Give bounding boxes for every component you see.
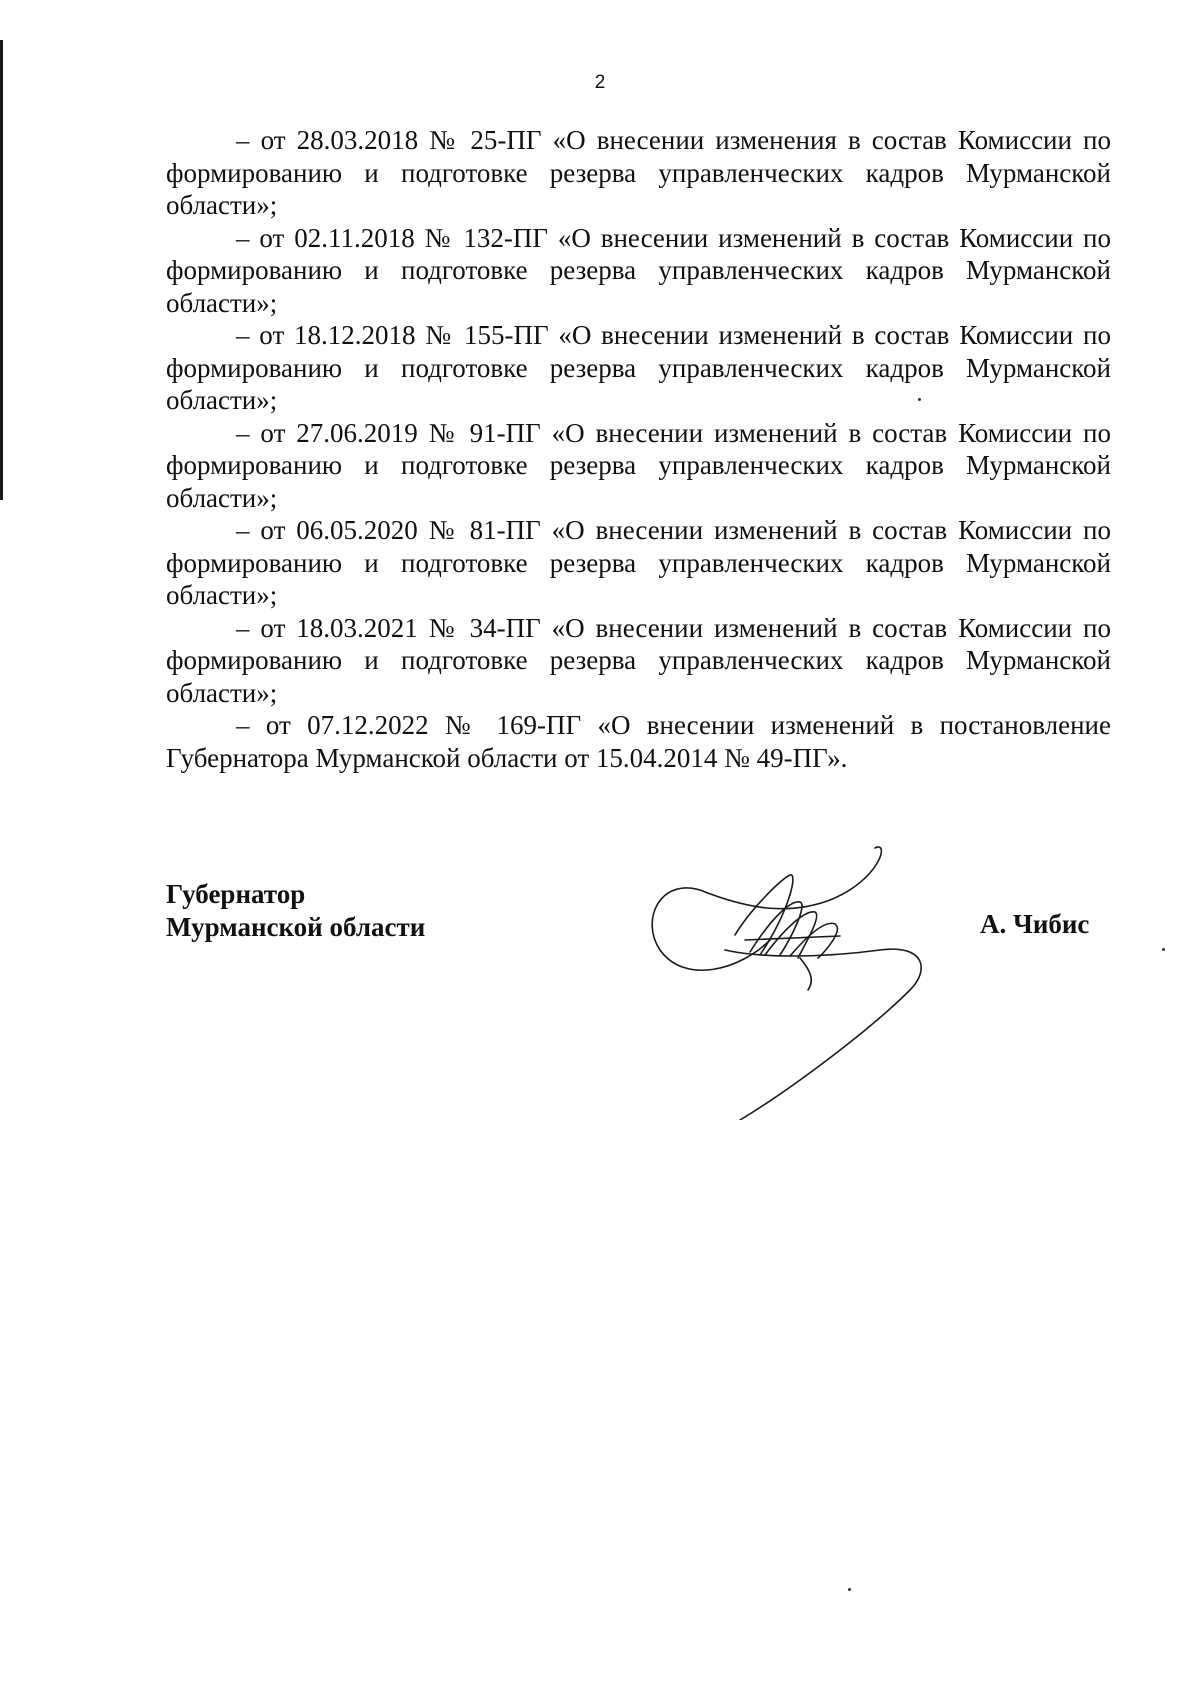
signatory-title-line1: Губернатор bbox=[166, 879, 306, 909]
scan-speck bbox=[918, 398, 921, 401]
list-item: – от 02.11.2018 № 132-ПГ «О внесении изменений в состав Комиссии по формированию и подготовке резерва управленческих кадров Мурманской области»; bbox=[166, 222, 1111, 318]
scan-edge-mark bbox=[0, 40, 3, 500]
list-item: – от 28.03.2018 № 25-ПГ «О внесении изменения в состав Комиссии по формированию и подготовке резерва управленческих кадров Мурманской области»; bbox=[166, 125, 1111, 220]
scan-speck bbox=[848, 1588, 851, 1591]
signatory-title bbox=[166, 878, 425, 944]
list-item: – от 18.12.2018 № 155-ПГ «О внесении изменений в состав Комиссии по формированию и подготовке резерва управленческих кадров Мурманской области»; bbox=[166, 320, 1111, 415]
page-number: 2 bbox=[594, 72, 606, 93]
scan-speck bbox=[1162, 948, 1165, 951]
list-item: – от 07.12.2022 № 169-ПГ «О внесении изменений в постановление Губернатора Мурманской области от 15.04.2014 № 49-ПГ». bbox=[166, 710, 1111, 773]
list-item: – от 06.05.2020 № 81-ПГ «О внесении изменений в состав Комиссии по формированию и подготовке резерва управленческих кадров Мурманской области»; bbox=[166, 515, 1111, 610]
list-item: – от 27.06.2019 № 91-ПГ «О внесении изменений в состав Комиссии по формированию и подготовке резерва управленческих кадров Мурманской области»; bbox=[166, 417, 1111, 513]
signatory-name: А. Чибис bbox=[980, 909, 1090, 939]
signatory-title-line2: Мурманской области bbox=[166, 912, 426, 942]
list-item: – от 18.03.2021 № 34-ПГ «О внесении изменений в состав Комиссии по формированию и подготовке резерва управленческих кадров Мурманской области»; bbox=[166, 612, 1111, 708]
handwritten-signature bbox=[640, 840, 960, 1120]
document-body bbox=[166, 124, 1111, 774]
